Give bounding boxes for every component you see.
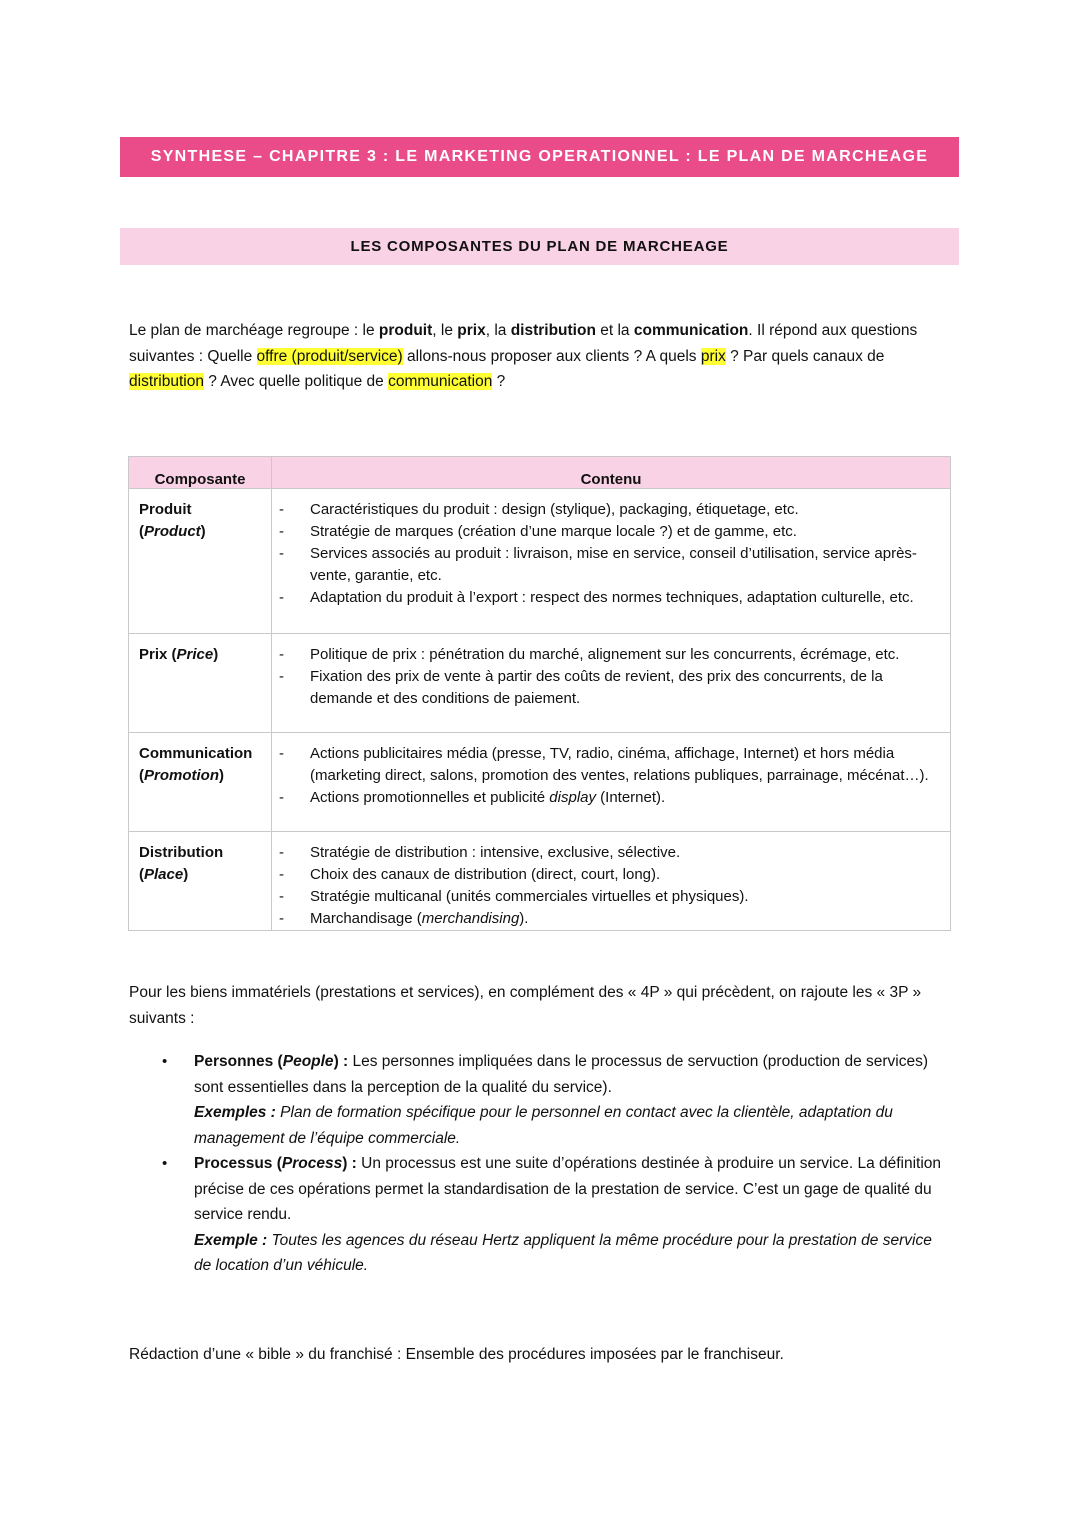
component-cell: Distribution (Place) (129, 832, 272, 931)
table-row (129, 489, 951, 634)
bullet-icon: • (162, 1053, 168, 1070)
highlight-distribution: distribution (129, 373, 204, 390)
table-row (129, 634, 951, 733)
bullet-item-process: • Processus (Process) : Un processus est une suite d’opérations destinée à produire un service. La définition précise de ces opérations permet la standardisation de la prestation de service. C’est un gage de qualité du service rendu. Exemple : Toutes les agences du réseau Hertz appliquent la même procédure pour la prestation de service de location d’un véhicule. (160, 1151, 950, 1279)
list-item: - Politique de prix : pénétration du marché, alignement sur les concurrents, écrémage, etc. (276, 644, 944, 666)
list-item: - Stratégie de marques (création d’une marque locale ?) et de gamme, etc. (276, 521, 944, 543)
page-title: SYNTHESE – CHAPITRE 3 : LE MARKETING OPERATIONNEL : LE PLAN DE MARCHEAGE (120, 137, 959, 177)
header-contenu: Contenu (272, 457, 951, 489)
section-heading: LES COMPOSANTES DU PLAN DE MARCHEAGE (120, 228, 959, 265)
content-cell (272, 489, 951, 634)
list-item: - Stratégie multicanal (unités commerciales virtuelles et physiques). (276, 886, 944, 908)
intro-paragraph: Le plan de marchéage regroupe : le produit, le prix, la distribution et la communication. Il répond aux questions suivantes : Quelle offre (produit/service) allons-nous proposer aux clients ? A quels prix ? Par quels canaux de distribution ? Avec quelle politique de communication ? (129, 322, 918, 390)
content-cell (272, 634, 951, 733)
header-composante: Composante (129, 457, 272, 489)
highlight-offre: offre (produit/service) (256, 347, 403, 365)
table-row (129, 832, 951, 931)
content-cell (272, 832, 951, 931)
table-row (129, 733, 951, 832)
list-item: - Actions promotionnelles et publicité display (Internet). (276, 787, 944, 809)
list-item: - Services associés au produit : livraison, mise en service, conseil d’utilisation, service après-vente, garantie, etc. (276, 543, 944, 587)
marketing-mix-table (128, 456, 951, 931)
bullet-list (160, 1049, 950, 1279)
component-cell: Prix (Price) (129, 634, 272, 733)
list-item: - Caractéristiques du produit : design (stylique), packaging, étiquetage, etc. (276, 499, 944, 521)
list-item: - Marchandisage (merchandising). (276, 908, 944, 930)
list-item: - Actions publicitaires média (presse, TV, radio, cinéma, affichage, Internet) et hors média (marketing direct, salons, promotion des ventes, relations publiques, parrainage, mécénat…). (276, 743, 944, 787)
services-paragraph: Pour les biens immatériels (prestations et services), en complément des « 4P » qui précèdent, on rajoute les « 3P » suivants : (129, 984, 922, 1027)
highlight-communication: communication (388, 373, 493, 390)
list-item: - Fixation des prix de vente à partir des coûts de revient, des prix des concurrents, de la demande et des conditions de paiement. (276, 666, 944, 710)
bullet-icon: • (162, 1155, 168, 1172)
content-cell (272, 733, 951, 832)
list-item: - Adaptation du produit à l’export : respect des normes techniques, adaptation culturelle, etc. (276, 587, 944, 609)
component-cell: Communication (Promotion) (129, 733, 272, 832)
list-item: - Choix des canaux de distribution (direct, court, long). (276, 864, 944, 886)
bullet-item-people: • Personnes (People) : Les personnes impliquées dans le processus de servuction (production de services) sont essentielles dans la perception de la qualité du service). Exemples : Plan de formation spécifique pour le personnel en contact avec la clientèle, adaptation du management de l’équipe commerciale. (160, 1049, 950, 1151)
franchise-note: Rédaction d’une « bible » du franchisé : Ensemble des procédures imposées par le franchiseur. (129, 1346, 784, 1363)
component-cell: Produit (Product) (129, 489, 272, 634)
list-item: - Stratégie de distribution : intensive, exclusive, sélective. (276, 842, 944, 864)
highlight-prix: prix (700, 347, 726, 365)
